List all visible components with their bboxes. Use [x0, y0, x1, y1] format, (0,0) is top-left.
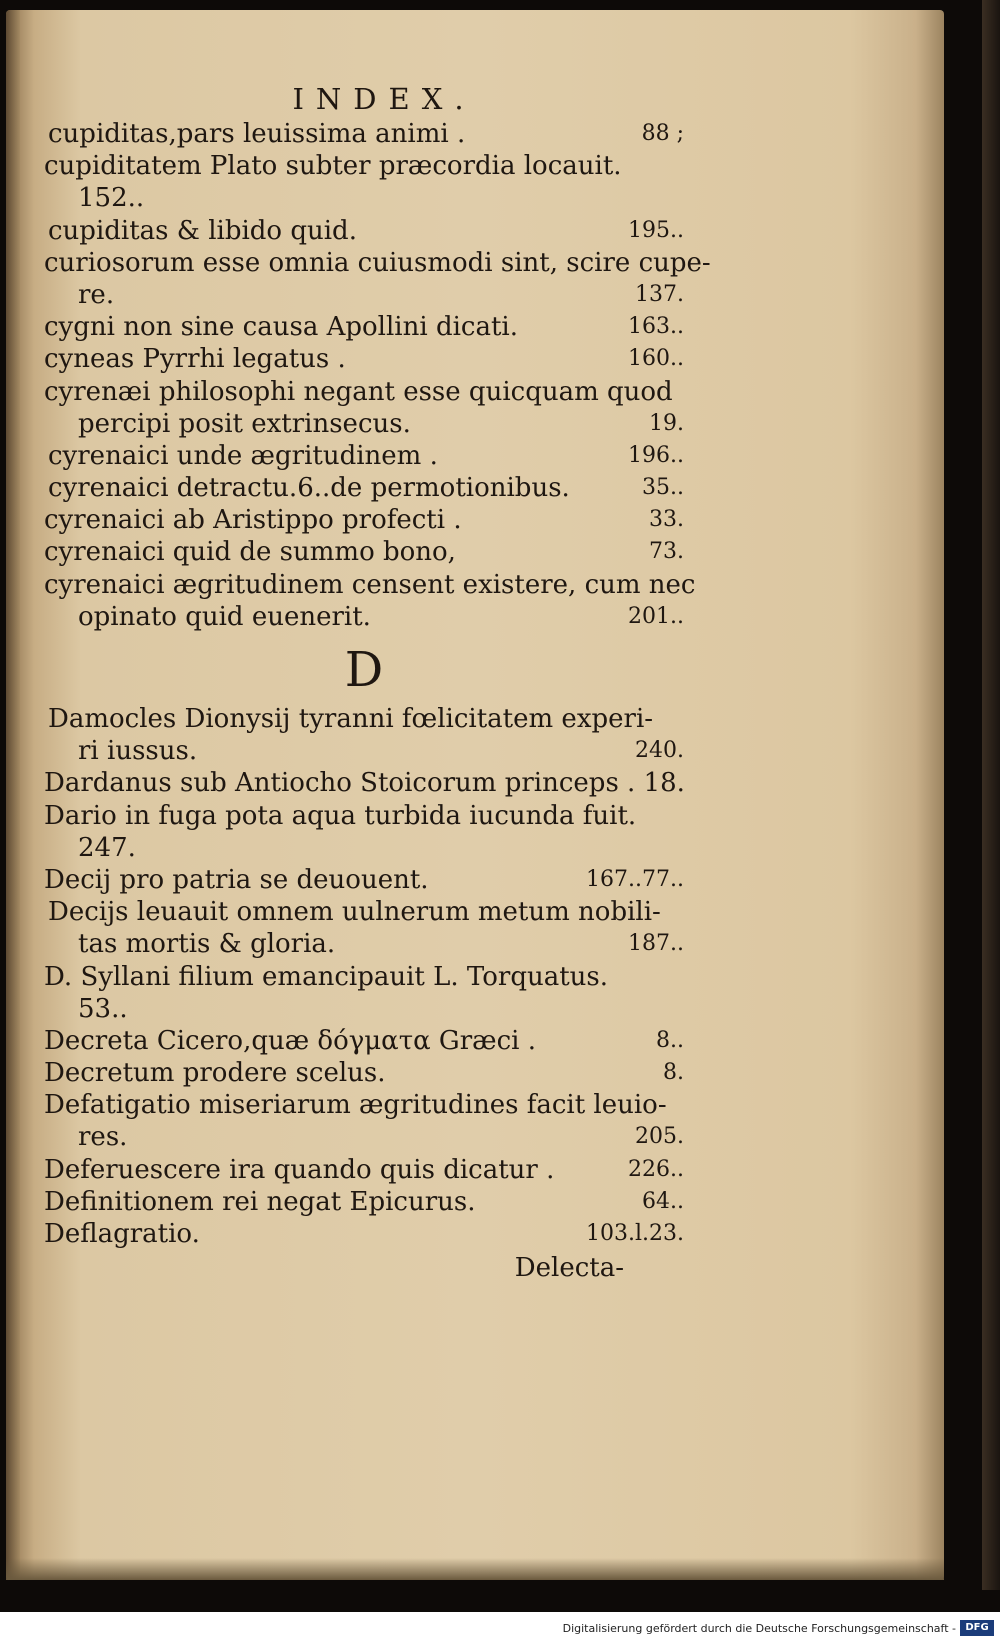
entry-text: cyrenaici quid de summo bono,	[44, 537, 456, 568]
footer-credit: Digitalisierung gefördert durch die Deutsche Forschungsgemeinschaft -	[562, 1622, 956, 1635]
index-entry	[44, 1057, 684, 1089]
entry-page-number: 201..	[628, 603, 684, 629]
footer-bar	[0, 1612, 1000, 1646]
index-entry	[44, 993, 684, 1025]
entry-page-number: 205.	[635, 1124, 684, 1150]
index-entry	[44, 376, 684, 408]
index-entry	[44, 504, 684, 536]
entry-page-number: 88 ;	[641, 121, 684, 146]
entry-text: Decreta Cicero,quæ δόγματα Græci .	[44, 1025, 536, 1056]
entry-text: 152..	[78, 183, 145, 214]
entry-text: cupiditas & libido quid.	[48, 215, 357, 246]
entry-page-number: 226..	[628, 1156, 684, 1182]
entry-text: ri iussus.	[78, 736, 198, 767]
entry-text: Damocles Dionysij tyranni fœlicitatem experi-	[48, 704, 654, 734]
index-entry	[44, 279, 684, 311]
entry-text: re.	[78, 279, 115, 310]
index-entry	[44, 832, 684, 864]
entry-page-number: 160..	[628, 346, 684, 372]
index-entry	[44, 118, 684, 150]
index-entry	[44, 215, 684, 247]
index-entry	[44, 440, 684, 472]
index-entry	[44, 472, 684, 504]
index-entry	[44, 1025, 684, 1057]
entry-text: D. Syllani filium emancipauit L. Torquatus.	[44, 961, 609, 992]
entry-text: 247.	[78, 832, 136, 863]
entry-page-number: 187..	[628, 931, 684, 957]
index-entry	[44, 896, 684, 928]
index-entry	[44, 1121, 684, 1153]
index-entry	[44, 536, 684, 568]
entries-d-list	[44, 703, 684, 1250]
page-header: INDEX.	[292, 82, 476, 116]
entry-page-number: 8.	[663, 1060, 684, 1086]
index-entry	[44, 928, 684, 960]
index-entry	[44, 182, 684, 214]
index-entry	[44, 703, 684, 735]
entry-page-number: 73.	[649, 539, 684, 565]
index-entry	[44, 1218, 684, 1250]
entry-text: Decijs leuauit omnem uulnerum metum nobili-	[48, 897, 661, 928]
entry-page-number: 35..	[642, 475, 684, 501]
index-entry	[44, 569, 696, 601]
index-entry	[44, 1186, 684, 1218]
entry-text: percipi posit extrinsecus.	[78, 408, 411, 439]
index-entry	[44, 311, 684, 343]
entry-text: Decretum prodere scelus.	[44, 1058, 386, 1089]
index-entry	[44, 408, 684, 440]
entry-page-number: 64..	[642, 1188, 684, 1214]
entry-text: 53..	[78, 993, 128, 1024]
entry-text: curiosorum esse omnia cuiusmodi sint, scire cupe-	[44, 247, 711, 278]
entry-text: cyrenaici ab Aristippo profecti .	[44, 505, 462, 536]
index-entry	[44, 864, 684, 896]
entries-c-list	[44, 118, 711, 633]
entry-text: cyrenaici detractu.6..de permotionibus.	[48, 473, 570, 504]
entry-text: cyrenaici unde ægritudinem .	[48, 440, 438, 471]
dfg-logo: DFG	[960, 1620, 994, 1636]
entry-page-number: 163..	[628, 314, 684, 340]
index-entry	[44, 343, 684, 375]
index-entry	[44, 735, 684, 767]
entry-page-number: 195..	[628, 217, 684, 243]
entry-text: tas mortis & gloria.	[78, 929, 336, 960]
entry-text: Deflagratio.	[44, 1219, 200, 1249]
index-entry	[44, 800, 684, 832]
entry-text: cupiditatem Plato subter præcordia locauit.	[44, 151, 622, 182]
book-page	[6, 10, 944, 1580]
entry-page-number: 103.l.23.	[585, 1221, 684, 1246]
index-entry	[44, 767, 684, 799]
entry-text: Definitionem rei negat Epicurus.	[44, 1186, 476, 1217]
entry-text: Dardanus sub Antiocho Stoicorum princeps . 18.	[44, 768, 685, 799]
entry-page-number: 167..77..	[586, 866, 684, 892]
index-entry	[44, 601, 684, 633]
entry-page-number: 196..	[628, 442, 684, 468]
entry-text: cupiditas,pars leuissima animi .	[48, 119, 466, 149]
entry-text: opinato quid euenerit.	[78, 601, 371, 632]
entry-text: Decij pro patria se deuouent.	[44, 864, 429, 895]
section-letter: D	[344, 642, 384, 698]
page-edge	[982, 0, 1000, 1590]
index-entry	[44, 1154, 684, 1186]
entry-page-number: 8..	[656, 1027, 684, 1053]
entry-page-number: 137.	[635, 281, 684, 307]
entry-text: cyrenæi philosophi negant esse quicquam quod	[44, 376, 673, 407]
page-text	[44, 80, 711, 1286]
catchword: Delecta-	[514, 1253, 624, 1284]
entry-page-number: 19.	[649, 410, 684, 436]
entry-text: cygni non sine causa Apollini dicati.	[44, 312, 518, 343]
entry-text: cyneas Pyrrhi legatus .	[44, 344, 346, 375]
entry-page-number: 240.	[635, 738, 684, 764]
entry-text: Dario in fuga pota aqua turbida iucunda fuit.	[44, 800, 637, 831]
index-entry	[44, 150, 684, 182]
index-entry	[44, 961, 684, 993]
index-entry	[44, 247, 711, 279]
entry-text: cyrenaici ægritudinem censent existere, cum nec	[44, 569, 696, 600]
entry-text: Deferuescere ira quando quis dicatur .	[44, 1154, 555, 1185]
entry-text: Defatigatio miseriarum ægritudines facit leuio-	[44, 1090, 667, 1121]
entry-text: res.	[78, 1122, 128, 1153]
entry-page-number: 33.	[649, 507, 684, 533]
index-entry	[44, 1089, 684, 1121]
